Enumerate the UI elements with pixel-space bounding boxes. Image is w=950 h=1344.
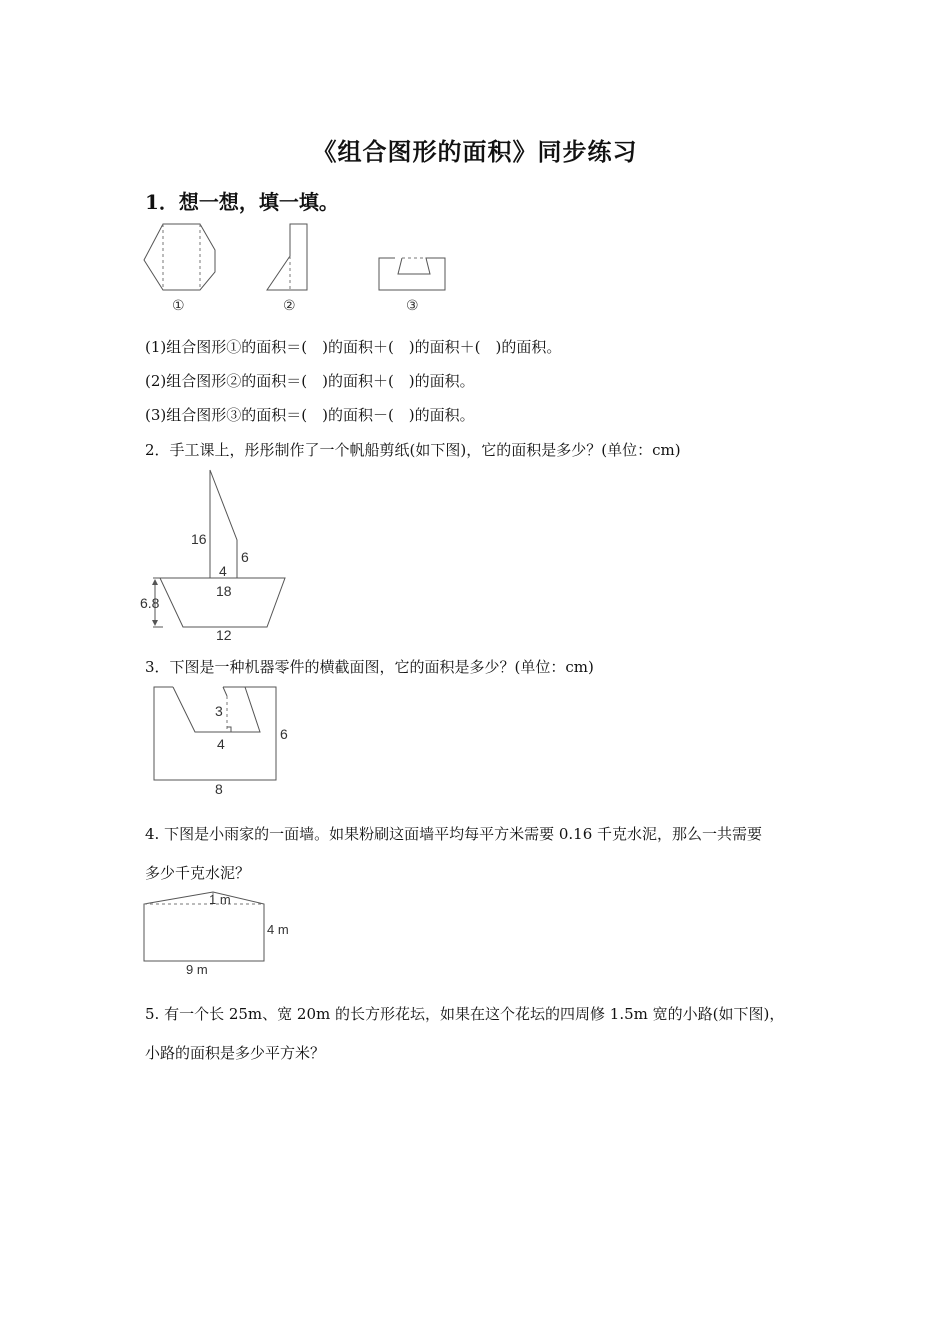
sail-right-label: 6 [241,549,249,565]
figure-3-notched-rectangle [379,258,445,290]
sail-base-label: 4 [219,563,227,579]
hull-bottom-label: 12 [216,627,232,643]
q5-text-line-1: 5. 有一个长 25m、宽 20m 的长方形花坛，如果在这个花坛的四周修 1.5m 宽的小路(如下图)， [145,1005,785,1023]
height-label: 6 [280,726,288,742]
wall-height-label: 4 m [267,922,289,937]
q3-text: 3．下图是一种机器零件的横截面图，它的面积是多少？(单位：cm) [145,658,594,676]
q1-line-2: (2)组合图形②的面积＝( )的面积＋( )的面积。 [145,372,475,390]
figure-2-trapezoid [267,224,307,290]
q3-part-figure [145,682,305,798]
question-1-heading: 1．想一想，填一填。 [145,190,339,214]
figure-1-label: ① [172,297,185,313]
roof-height-label: 1 m [209,892,231,907]
figure-2-label: ② [283,297,296,313]
hull-top-label: 18 [216,583,232,599]
q4-text-line-2: 多少千克水泥？ [145,864,251,882]
width-label: 8 [215,781,223,797]
q1-figures [140,220,460,320]
wall-width-label: 9 m [186,962,208,976]
page-title: 《组合图形的面积》同步练习 [312,137,638,166]
inner-base-label: 4 [217,736,225,752]
q1-line-3: (3)组合图形③的面积＝( )的面积－( )的面积。 [145,406,475,424]
q2-sailboat-figure [135,462,305,647]
figure-3-label: ③ [406,297,419,313]
q4-wall-figure [138,888,298,976]
hull-height-label: 6.8 [140,595,160,611]
inner-height-label: 3 [215,703,223,719]
q4-text-line-1: 4. 下图是小雨家的一面墙。如果粉刷这面墙平均每平方米需要 0.16 千克水泥，那么一共需要 [145,825,763,843]
q5-text-line-2: 小路的面积是多少平方米？ [145,1044,326,1062]
q1-line-1: (1)组合图形①的面积＝( )的面积＋( )的面积＋( )的面积。 [145,338,562,356]
figure-1-octagon [144,224,215,290]
q2-text: 2．手工课上，彤彤制作了一个帆船剪纸(如下图)，它的面积是多少？(单位：cm) [145,441,681,459]
sail-height-label: 16 [191,531,207,547]
